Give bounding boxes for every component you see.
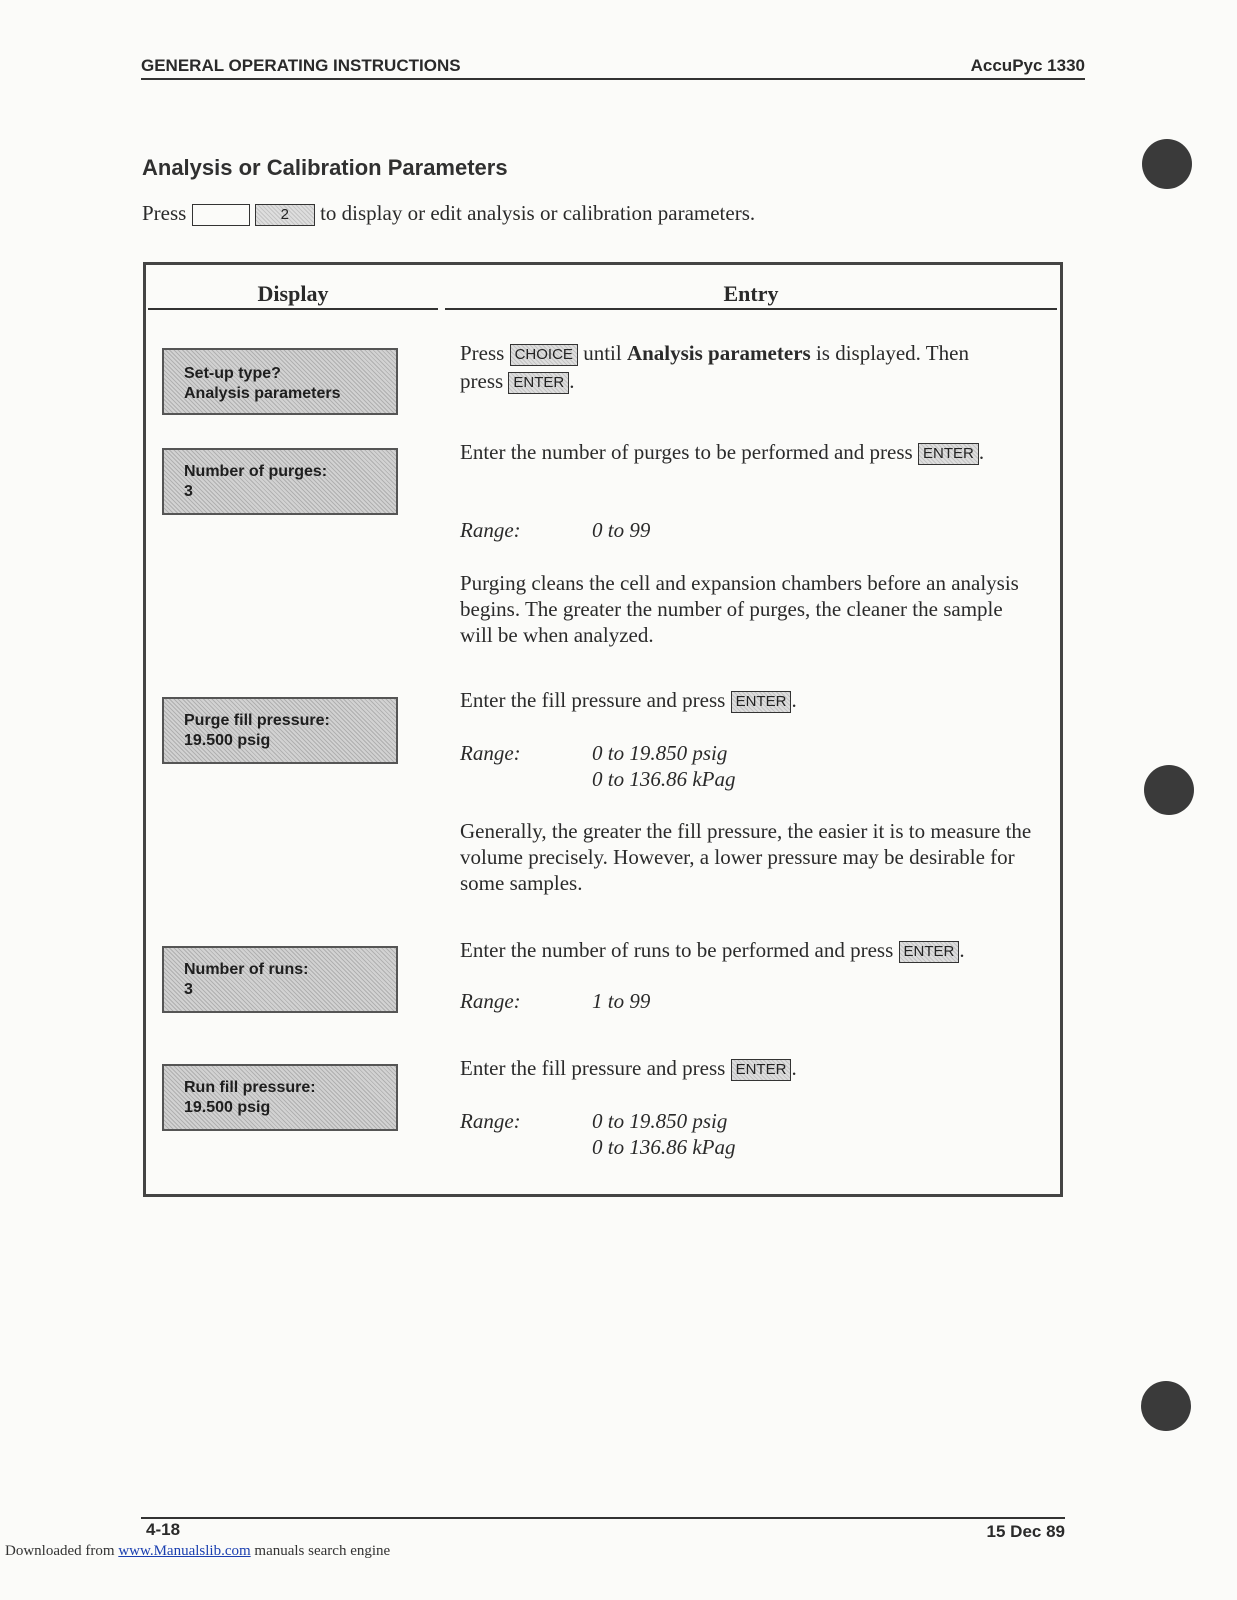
lcd-line: 19.500 psig [184, 732, 271, 749]
entry-run-fill [460, 1055, 1060, 1081]
page-number: 4-18 [146, 1520, 181, 1539]
download-notice [5, 1543, 390, 1560]
enter-key: ENTER [731, 691, 792, 713]
text: Enter the fill pressure and press [460, 688, 726, 712]
range-value: 1 to 99 [592, 989, 651, 1013]
binder-hole-top [1142, 139, 1192, 189]
lcd-line: Purge fill pressure: [184, 712, 330, 729]
purges-note: Purging cleans the cell and expansion chambers before an analysis begins. The greater the number of purges, the cleaner the sample will be when analyzed. [460, 571, 1019, 647]
lcd-line: Analysis parameters [184, 385, 341, 402]
run-fill-range [460, 1108, 735, 1160]
range-label: Range: [460, 518, 521, 542]
header-product-name: AccuPyc 1330 [970, 56, 1085, 75]
entry-purges [460, 438, 1000, 466]
purge-fill-range [460, 740, 735, 792]
range-values [592, 1108, 735, 1160]
text: Press [460, 341, 505, 365]
text: . [791, 688, 797, 712]
purges-range [460, 517, 650, 543]
range-value: 0 to 136.86 kPag [592, 1135, 736, 1159]
lcd-line: 3 [184, 981, 193, 998]
entry-setup-type [460, 339, 1060, 395]
text: Enter the number of runs to be performed and press [460, 938, 894, 962]
range-label: Range: [460, 989, 521, 1013]
intro-press: Press [142, 201, 187, 225]
manualslib-link[interactable]: www.Manualslib.com [118, 1543, 251, 1559]
lcd-line: Set-up type? [184, 365, 281, 382]
entry-column-header: Entry [445, 281, 1057, 310]
download-prefix: Downloaded from [5, 1543, 115, 1559]
range-value: 0 to 136.86 kPag [592, 767, 736, 791]
binder-hole-middle [1144, 765, 1194, 815]
choice-key: CHOICE [510, 344, 578, 366]
section-title: Analysis or Calibration Parameters [142, 155, 508, 180]
blank-key [192, 204, 250, 226]
text: . [959, 938, 965, 962]
binder-hole-bottom [1141, 1381, 1191, 1431]
purge-fill-note: Generally, the greater the fill pressure, the easier it is to measure the volume precisely. However, a lower pressure may be desirable for some samples. [460, 819, 1032, 895]
range-label: Range: [460, 1109, 521, 1133]
lcd-line: Number of purges: [184, 463, 328, 480]
enter-key: ENTER [918, 443, 979, 465]
range-value: 0 to 19.850 psig [592, 1109, 728, 1133]
text: press [460, 369, 504, 393]
display-column-header: Display [148, 281, 438, 310]
runs-range [460, 988, 650, 1014]
footer-rule [141, 1517, 1065, 1519]
header-section-title: GENERAL OPERATING INSTRUCTIONS [141, 56, 461, 75]
lcd-line: Number of runs: [184, 961, 309, 978]
lcd-run-fill-pressure [162, 1064, 398, 1131]
text: . [569, 369, 575, 393]
range-values [592, 740, 735, 792]
enter-key: ENTER [508, 372, 569, 394]
lcd-number-of-runs [162, 946, 398, 1013]
enter-key: ENTER [731, 1059, 792, 1081]
lcd-number-of-purges [162, 448, 398, 515]
text: . [791, 1056, 797, 1080]
range-value: 0 to 19.850 psig [592, 741, 728, 765]
footer-date: 15 Dec 89 [986, 1522, 1065, 1541]
text: Enter the fill pressure and press [460, 1056, 726, 1080]
lcd-setup-type [162, 348, 398, 415]
download-suffix: manuals search engine [254, 1543, 391, 1559]
intro-rest: to display or edit analysis or calibration parameters. [320, 201, 756, 225]
range-value: 0 to 99 [592, 518, 651, 542]
intro-line [142, 201, 755, 226]
entry-purge-fill [460, 687, 1060, 713]
text: Enter the number of purges to be performed and press [460, 440, 913, 464]
key-2: 2 [255, 204, 315, 226]
text: is displayed. Then [815, 341, 969, 365]
lcd-purge-fill-pressure [162, 697, 398, 764]
enter-key: ENTER [899, 941, 960, 963]
lcd-line: 19.500 psig [184, 1099, 271, 1116]
lcd-line: Run fill pressure: [184, 1079, 316, 1096]
text: . [978, 440, 985, 464]
range-label: Range: [460, 741, 521, 765]
lcd-line: 3 [184, 483, 193, 500]
page-header [141, 56, 1085, 80]
entry-runs [460, 937, 1060, 963]
text: until [583, 341, 622, 365]
bold-text: Analysis parameters [626, 341, 811, 365]
